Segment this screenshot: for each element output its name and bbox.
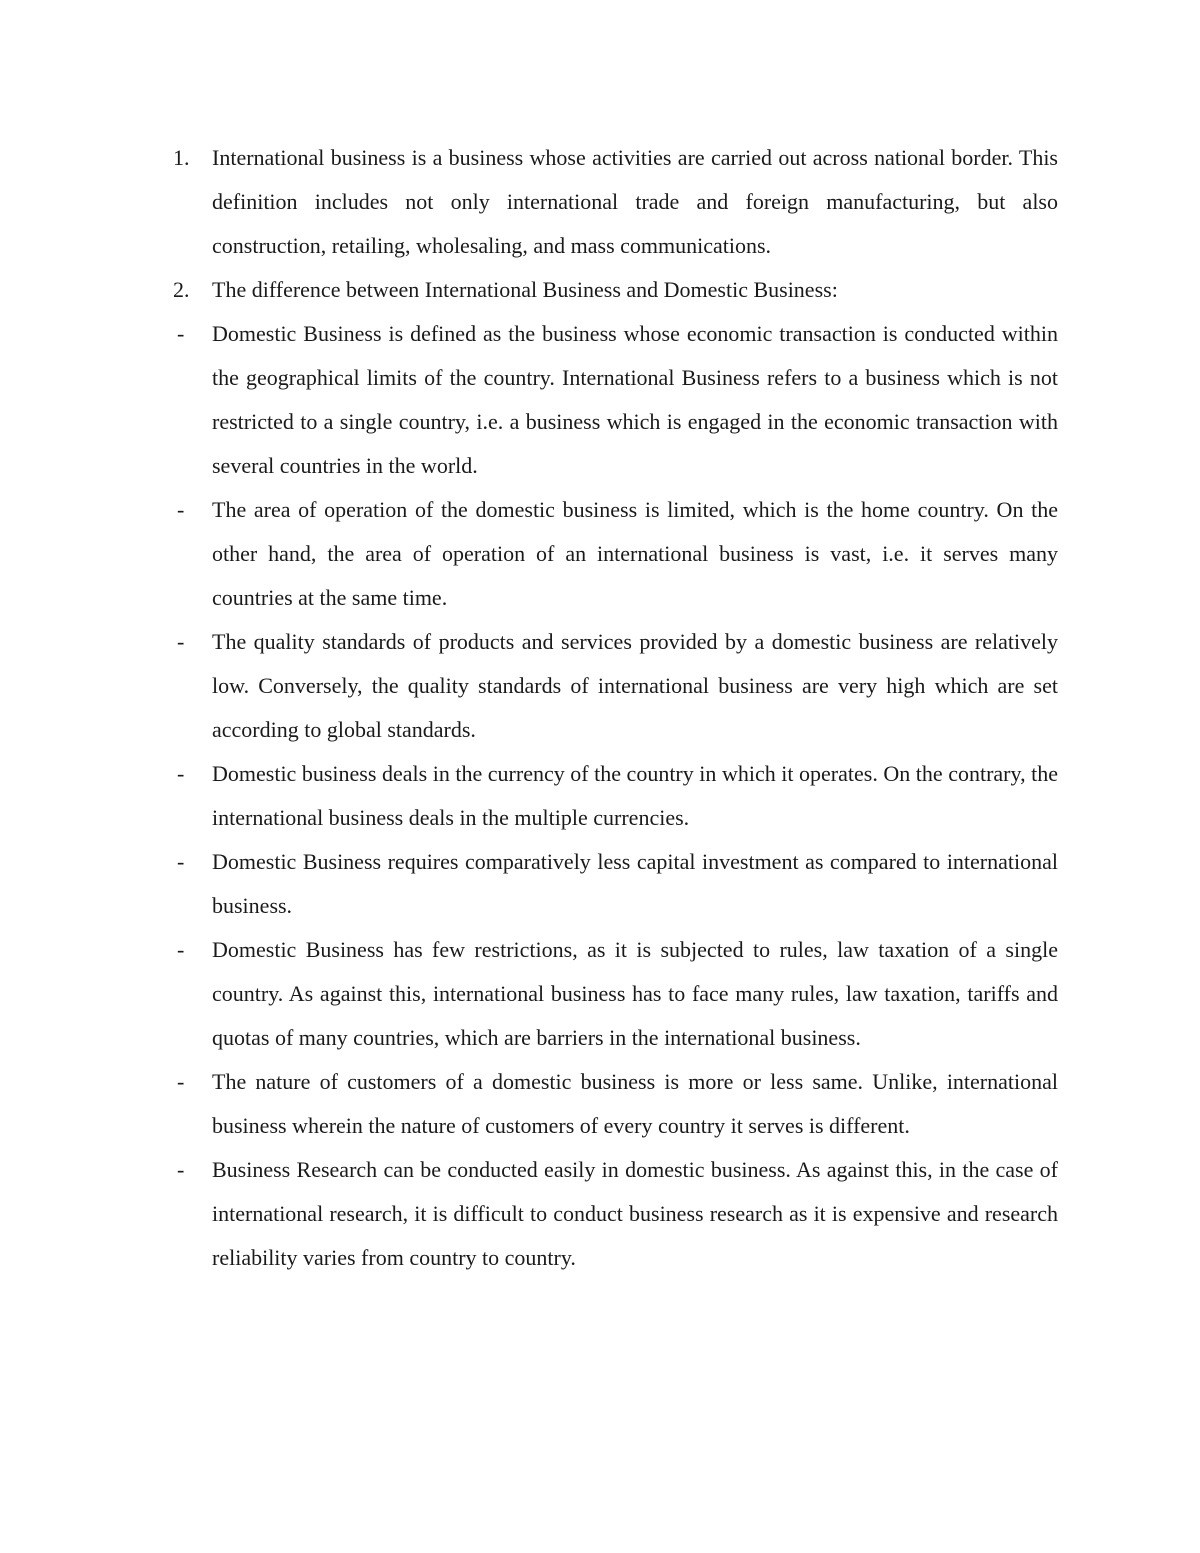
paragraph-text: Domestic Business is defined as the business whose economic transaction is conducted within the geographical limits of the country. International Business refers to a business which is not restricted to a single country, i.e. a business which is engaged in the economic transaction with several countries in the world. xyxy=(212,321,1058,478)
dash-bullet: - xyxy=(177,629,185,654)
list-number: 1. xyxy=(173,145,190,170)
dash-bullet: - xyxy=(177,497,185,522)
bullet-item xyxy=(173,928,1058,1060)
bullet-item xyxy=(173,1148,1058,1280)
dash-bullet: - xyxy=(177,849,185,874)
paragraph-text: The difference between International Business and Domestic Business: xyxy=(212,277,838,302)
paragraph-text: Domestic Business has few restrictions, as it is subjected to rules, law taxation of a single country. As against this, international business has to face many rules, law taxation, tariffs and quotas of many countries, which are barriers in the international business. xyxy=(212,937,1058,1050)
dash-bullet: - xyxy=(177,1157,185,1182)
bullet-item xyxy=(173,620,1058,752)
paragraph-text: The quality standards of products and services provided by a domestic business are relatively low. Conversely, the quality standards of international business are very high which are set according to global standards. xyxy=(212,629,1058,742)
numbered-item-2 xyxy=(173,268,1058,312)
list-number: 2. xyxy=(173,277,190,302)
dash-bullet: - xyxy=(177,761,185,786)
bullet-item xyxy=(173,752,1058,840)
bullet-item xyxy=(173,840,1058,928)
paragraph-text: International business is a business whose activities are carried out across national border. This definition includes not only international trade and foreign manufacturing, but also construction, retailing, wholesaling, and mass communications. xyxy=(212,145,1058,258)
document-body xyxy=(173,136,1058,1280)
dash-bullet: - xyxy=(177,1069,185,1094)
dash-bullet: - xyxy=(177,321,185,346)
bullet-item xyxy=(173,488,1058,620)
paragraph-text: Business Research can be conducted easily in domestic business. As against this, in the case of international research, it is difficult to conduct business research as it is expensive and research reliability varies from country to country. xyxy=(212,1157,1058,1270)
paragraph-text: The area of operation of the domestic business is limited, which is the home country. On the other hand, the area of operation of an international business is vast, i.e. it serves many countries at the same time. xyxy=(212,497,1058,610)
dash-bullet: - xyxy=(177,937,185,962)
paragraph-text: Domestic Business requires comparatively less capital investment as compared to international business. xyxy=(212,849,1058,918)
numbered-item-1 xyxy=(173,136,1058,268)
paragraph-text: The nature of customers of a domestic business is more or less same. Unlike, international business wherein the nature of customers of every country it serves is different. xyxy=(212,1069,1058,1138)
bullet-item xyxy=(173,312,1058,488)
paragraph-text: Domestic business deals in the currency of the country in which it operates. On the contrary, the international business deals in the multiple currencies. xyxy=(212,761,1058,830)
bullet-item xyxy=(173,1060,1058,1148)
